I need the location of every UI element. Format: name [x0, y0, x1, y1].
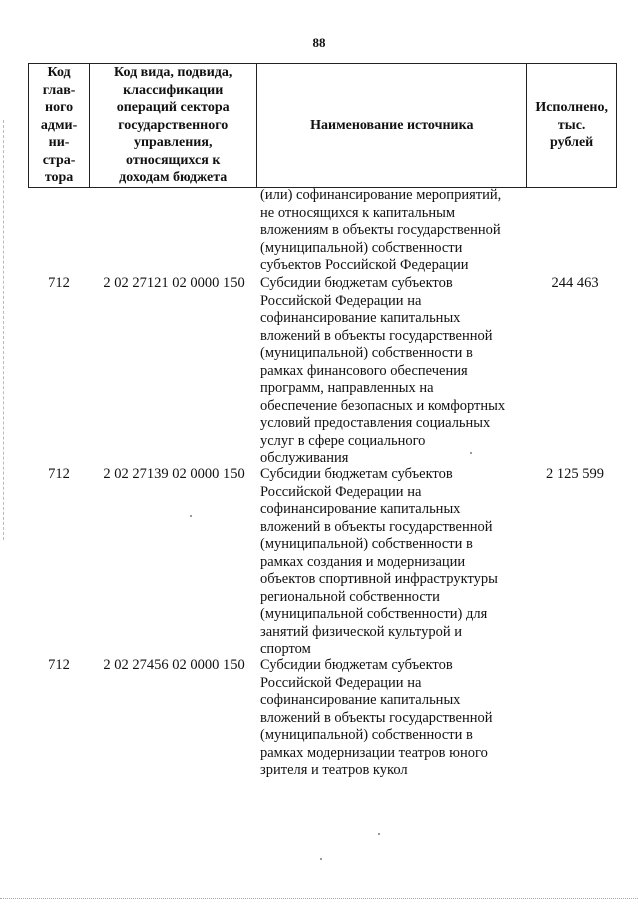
- page-number: 88: [312, 35, 326, 50]
- header-executed-amount: [527, 64, 617, 188]
- row-3-name: Субсидии бюджетам субъектов Российской Федерации на софинансирование капитальных вложений в объекты государственной (муниципальной) собственности в рамках модернизации театров юного зрителя и театров кукол: [260, 657, 493, 779]
- row-3-admin: 712: [48, 657, 70, 673]
- header-source-name: [257, 64, 527, 188]
- header-admin-code-label: Код глав- ного адми- ни- стра- тора: [40, 65, 78, 185]
- row-1-code: 2 02 27121 02 0000 150: [103, 275, 245, 291]
- scan-speck: [378, 833, 380, 835]
- row-2-admin: 712: [48, 466, 70, 482]
- row-2-sum: 2 125 599: [546, 466, 604, 482]
- header-classification-code-label: Код вида, подвида, классификации операций сектора государственного управления, относящихся к доходам бюджета: [114, 65, 233, 185]
- row-3-code: 2 02 27456 02 0000 150: [103, 657, 245, 673]
- continuation-text: (или) софинансирование мероприятий, не относящихся к капитальным вложениям в объекты государственной (муниципальной) собственности субъектов Российской Федерации: [260, 187, 502, 274]
- row-2-code: 2 02 27139 02 0000 150: [103, 466, 245, 482]
- row-2-name: Субсидии бюджетам субъектов Российской Федерации на софинансирование капитальных вложений в объекты государственной (муниципальной) собственности в рамках создания и модернизации объектов спортивной инфраструктуры региональной собственности (муниципальной собственности) для занятий физической культурой и спортом: [260, 466, 498, 658]
- row-1-sum: 244 463: [551, 275, 599, 291]
- header-admin-code: [29, 64, 90, 188]
- scan-edge-mark: [3, 120, 5, 540]
- header-classification-code: [90, 64, 257, 188]
- scan-speck: [320, 858, 322, 860]
- header-source-name-label: Наименование источника: [310, 117, 474, 133]
- row-1-name: Субсидии бюджетам субъектов Российской Федерации на софинансирование капитальных вложений в объекты государственной (муниципальной) собственности в рамках финансового обеспечения программ, направленных на обеспечение безопасных и комфортных условий предоставления социальных услуг в сфере социального обслуживания: [260, 275, 506, 467]
- scan-speck: [190, 515, 192, 517]
- row-1-admin: 712: [48, 275, 70, 291]
- header-executed-amount-label: Исполнено, тыс. рублей: [535, 100, 608, 150]
- scan-speck: [470, 452, 472, 454]
- table-header: [28, 63, 617, 188]
- scan-bottom-edge: [0, 898, 638, 900]
